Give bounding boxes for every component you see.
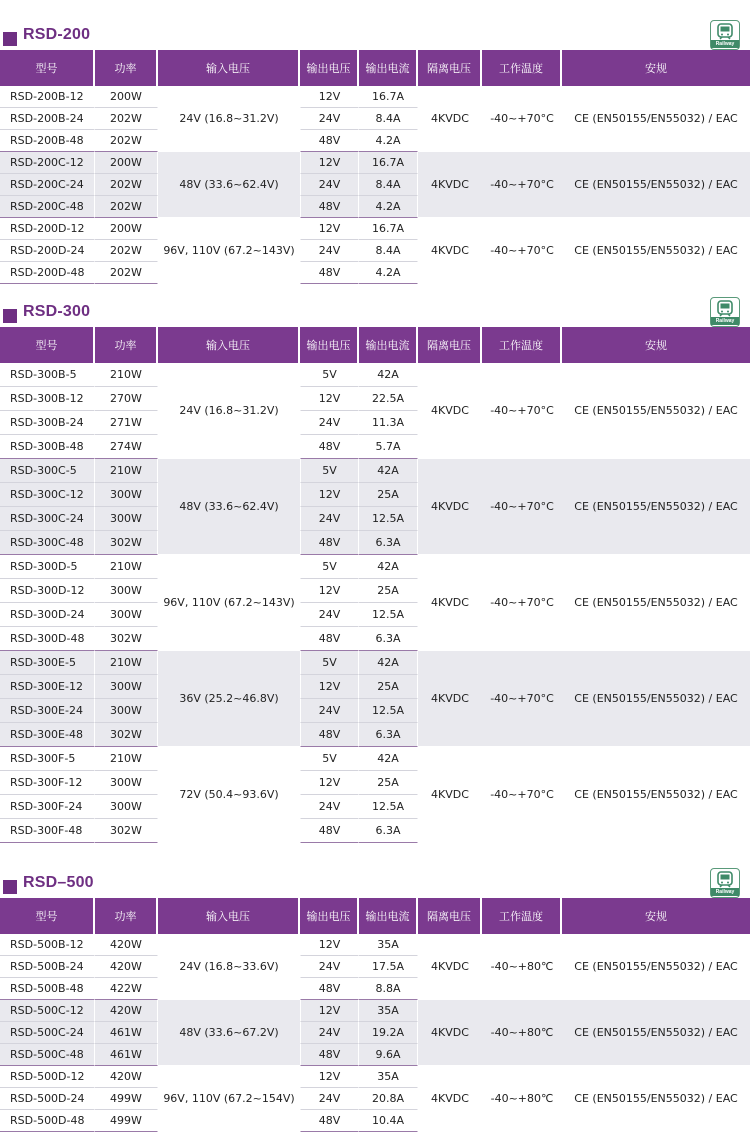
column-header: 型号 [0, 898, 95, 934]
output-current-cell: 6.3A [359, 531, 418, 555]
output-voltage-cell: 5V [300, 363, 359, 387]
input-voltage-cell: 96V, 110V (67.2~154V) [158, 1066, 300, 1132]
column-header: 输入电压 [158, 898, 300, 934]
input-voltage-cell: 72V (50.4~93.6V) [158, 747, 300, 843]
output-voltage-cell: 24V [300, 1022, 359, 1044]
model-cell: RSD-300D-48 [0, 627, 95, 651]
output-voltage-cell: 24V [300, 795, 359, 819]
output-current-cell: 16.7A [359, 86, 418, 108]
column-header: 输出电压 [300, 898, 359, 934]
section-title: RSD-200 [23, 26, 91, 43]
power-cell: 300W [95, 483, 158, 507]
output-voltage-cell: 12V [300, 152, 359, 174]
railway-icon [710, 297, 740, 327]
power-cell: 202W [95, 130, 158, 152]
output-voltage-cell: 48V [300, 627, 359, 651]
isolation-voltage-cell: 4KVDC [418, 218, 482, 284]
power-cell: 210W [95, 363, 158, 387]
column-header: 输入电压 [158, 327, 300, 363]
isolation-voltage-cell: 4KVDC [418, 152, 482, 218]
output-voltage-cell: 12V [300, 1000, 359, 1022]
output-current-cell: 42A [359, 651, 418, 675]
column-header: 隔离电压 [418, 327, 482, 363]
output-voltage-cell: 5V [300, 747, 359, 771]
output-voltage-cell: 5V [300, 459, 359, 483]
power-cell: 300W [95, 795, 158, 819]
input-voltage-cell: 36V (25.2~46.8V) [158, 651, 300, 747]
model-cell: RSD-300C-24 [0, 507, 95, 531]
output-current-cell: 12.5A [359, 795, 418, 819]
output-current-cell: 25A [359, 483, 418, 507]
input-voltage-cell: 48V (33.6~62.4V) [158, 459, 300, 555]
model-cell: RSD-300C-48 [0, 531, 95, 555]
output-voltage-cell: 5V [300, 555, 359, 579]
power-cell: 422W [95, 978, 158, 1000]
model-cell: RSD-300D-5 [0, 555, 95, 579]
table-row [0, 459, 750, 483]
output-voltage-cell: 24V [300, 240, 359, 262]
output-voltage-cell: 48V [300, 130, 359, 152]
power-cell: 200W [95, 218, 158, 240]
model-cell: RSD-200B-24 [0, 108, 95, 130]
railway-icon-label: Railway [711, 317, 739, 325]
column-header: 输出电压 [300, 50, 359, 86]
output-voltage-cell: 48V [300, 196, 359, 218]
power-cell: 302W [95, 819, 158, 843]
output-current-cell: 35A [359, 1000, 418, 1022]
output-current-cell: 42A [359, 459, 418, 483]
safety-cell: CE (EN50155/EN55032) / EAC [562, 934, 750, 1000]
railway-icon [710, 20, 740, 50]
section-marker [3, 32, 17, 46]
model-cell: RSD-500D-48 [0, 1110, 95, 1132]
output-current-cell: 42A [359, 747, 418, 771]
table-header-row [0, 898, 750, 934]
model-cell: RSD-300D-24 [0, 603, 95, 627]
output-voltage-cell: 48V [300, 1044, 359, 1066]
column-header: 输出电压 [300, 327, 359, 363]
output-current-cell: 19.2A [359, 1022, 418, 1044]
input-voltage-cell: 24V (16.8~33.6V) [158, 934, 300, 1000]
model-cell: RSD-300B-12 [0, 387, 95, 411]
output-voltage-cell: 12V [300, 218, 359, 240]
section-marker [3, 309, 17, 323]
output-voltage-cell: 12V [300, 1066, 359, 1088]
output-current-cell: 8.4A [359, 240, 418, 262]
power-cell: 270W [95, 387, 158, 411]
output-voltage-cell: 24V [300, 603, 359, 627]
power-cell: 202W [95, 240, 158, 262]
output-voltage-cell: 48V [300, 262, 359, 284]
output-voltage-cell: 48V [300, 819, 359, 843]
column-header: 型号 [0, 327, 95, 363]
output-current-cell: 6.3A [359, 819, 418, 843]
operating-temp-cell: -40~+70°C [482, 363, 562, 459]
power-cell: 300W [95, 771, 158, 795]
output-voltage-cell: 24V [300, 411, 359, 435]
model-cell: RSD-200C-24 [0, 174, 95, 196]
operating-temp-cell: -40~+70°C [482, 459, 562, 555]
input-voltage-cell: 96V, 110V (67.2~143V) [158, 218, 300, 284]
spec-table [0, 50, 750, 284]
spec-table [0, 898, 750, 1132]
model-cell: RSD-300E-5 [0, 651, 95, 675]
isolation-voltage-cell: 4KVDC [418, 86, 482, 152]
isolation-voltage-cell: 4KVDC [418, 459, 482, 555]
power-cell: 461W [95, 1044, 158, 1066]
table-row [0, 86, 750, 108]
output-voltage-cell: 48V [300, 723, 359, 747]
output-voltage-cell: 48V [300, 1110, 359, 1132]
column-header: 功率 [95, 50, 158, 86]
model-cell: RSD-200C-48 [0, 196, 95, 218]
table-header-row [0, 50, 750, 86]
output-current-cell: 12.5A [359, 699, 418, 723]
model-cell: RSD-500B-12 [0, 934, 95, 956]
column-header: 安规 [562, 327, 750, 363]
column-header: 隔离电压 [418, 50, 482, 86]
model-cell: RSD-500B-48 [0, 978, 95, 1000]
output-current-cell: 8.4A [359, 174, 418, 196]
output-voltage-cell: 12V [300, 675, 359, 699]
output-voltage-cell: 12V [300, 934, 359, 956]
model-cell: RSD-200D-24 [0, 240, 95, 262]
table-row [0, 363, 750, 387]
safety-cell: CE (EN50155/EN55032) / EAC [562, 1000, 750, 1066]
column-header: 工作温度 [482, 898, 562, 934]
model-cell: RSD-300F-12 [0, 771, 95, 795]
power-cell: 300W [95, 579, 158, 603]
column-header: 输出电流 [359, 327, 418, 363]
output-current-cell: 35A [359, 1066, 418, 1088]
power-cell: 420W [95, 934, 158, 956]
input-voltage-cell: 24V (16.8~31.2V) [158, 363, 300, 459]
model-cell: RSD-500C-24 [0, 1022, 95, 1044]
output-voltage-cell: 48V [300, 531, 359, 555]
product-section [0, 868, 750, 1132]
safety-cell: CE (EN50155/EN55032) / EAC [562, 363, 750, 459]
column-header: 输入电压 [158, 50, 300, 86]
power-cell: 200W [95, 86, 158, 108]
model-cell: RSD-200B-12 [0, 86, 95, 108]
isolation-voltage-cell: 4KVDC [418, 651, 482, 747]
output-current-cell: 17.5A [359, 956, 418, 978]
output-voltage-cell: 48V [300, 978, 359, 1000]
model-cell: RSD-300B-24 [0, 411, 95, 435]
table-row [0, 651, 750, 675]
operating-temp-cell: -40~+70°C [482, 86, 562, 152]
power-cell: 499W [95, 1088, 158, 1110]
model-cell: RSD-500C-48 [0, 1044, 95, 1066]
section-header [0, 20, 750, 50]
power-cell: 499W [95, 1110, 158, 1132]
power-cell: 300W [95, 699, 158, 723]
power-cell: 271W [95, 411, 158, 435]
safety-cell: CE (EN50155/EN55032) / EAC [562, 1066, 750, 1132]
output-current-cell: 11.3A [359, 411, 418, 435]
output-current-cell: 6.3A [359, 723, 418, 747]
output-current-cell: 4.2A [359, 130, 418, 152]
column-header: 工作温度 [482, 50, 562, 86]
output-current-cell: 5.7A [359, 435, 418, 459]
output-voltage-cell: 12V [300, 579, 359, 603]
operating-temp-cell: -40~+70°C [482, 747, 562, 843]
power-cell: 210W [95, 747, 158, 771]
column-header: 工作温度 [482, 327, 562, 363]
column-header: 安规 [562, 50, 750, 86]
model-cell: RSD-300C-12 [0, 483, 95, 507]
output-voltage-cell: 12V [300, 387, 359, 411]
table-row [0, 747, 750, 771]
output-current-cell: 25A [359, 579, 418, 603]
output-current-cell: 12.5A [359, 507, 418, 531]
model-cell: RSD-200B-48 [0, 130, 95, 152]
table-header-row [0, 327, 750, 363]
output-current-cell: 9.6A [359, 1044, 418, 1066]
model-cell: RSD-300E-12 [0, 675, 95, 699]
output-current-cell: 25A [359, 771, 418, 795]
operating-temp-cell: -40~+80℃ [482, 1000, 562, 1066]
model-cell: RSD-200C-12 [0, 152, 95, 174]
safety-cell: CE (EN50155/EN55032) / EAC [562, 459, 750, 555]
power-cell: 302W [95, 531, 158, 555]
output-current-cell: 20.8A [359, 1088, 418, 1110]
input-voltage-cell: 96V, 110V (67.2~143V) [158, 555, 300, 651]
table-row [0, 218, 750, 240]
model-cell: RSD-500C-12 [0, 1000, 95, 1022]
model-cell: RSD-200D-12 [0, 218, 95, 240]
operating-temp-cell: -40~+80℃ [482, 1066, 562, 1132]
safety-cell: CE (EN50155/EN55032) / EAC [562, 747, 750, 843]
output-voltage-cell: 12V [300, 771, 359, 795]
power-cell: 302W [95, 627, 158, 651]
model-cell: RSD-300E-24 [0, 699, 95, 723]
power-cell: 200W [95, 152, 158, 174]
operating-temp-cell: -40~+70°C [482, 651, 562, 747]
output-voltage-cell: 5V [300, 651, 359, 675]
product-section [0, 20, 750, 284]
operating-temp-cell: -40~+70°C [482, 555, 562, 651]
power-cell: 274W [95, 435, 158, 459]
isolation-voltage-cell: 4KVDC [418, 1066, 482, 1132]
output-current-cell: 22.5A [359, 387, 418, 411]
model-cell: RSD-300F-48 [0, 819, 95, 843]
table-row [0, 1000, 750, 1022]
railway-icon-label: Railway [711, 888, 739, 896]
output-current-cell: 42A [359, 555, 418, 579]
column-header: 输出电流 [359, 898, 418, 934]
table-row [0, 934, 750, 956]
product-section [0, 297, 750, 843]
model-cell: RSD-300D-12 [0, 579, 95, 603]
power-cell: 420W [95, 956, 158, 978]
power-cell: 300W [95, 603, 158, 627]
railway-icon [710, 868, 740, 898]
power-cell: 202W [95, 196, 158, 218]
model-cell: RSD-300B-48 [0, 435, 95, 459]
isolation-voltage-cell: 4KVDC [418, 747, 482, 843]
table-row [0, 555, 750, 579]
power-cell: 202W [95, 174, 158, 196]
table-row [0, 152, 750, 174]
output-current-cell: 4.2A [359, 196, 418, 218]
operating-temp-cell: -40~+80℃ [482, 934, 562, 1000]
model-cell: RSD-300F-5 [0, 747, 95, 771]
power-cell: 300W [95, 675, 158, 699]
input-voltage-cell: 48V (33.6~67.2V) [158, 1000, 300, 1066]
safety-cell: CE (EN50155/EN55032) / EAC [562, 218, 750, 284]
input-voltage-cell: 24V (16.8~31.2V) [158, 86, 300, 152]
output-current-cell: 4.2A [359, 262, 418, 284]
safety-cell: CE (EN50155/EN55032) / EAC [562, 152, 750, 218]
model-cell: RSD-500D-12 [0, 1066, 95, 1088]
output-current-cell: 16.7A [359, 218, 418, 240]
power-cell: 300W [95, 507, 158, 531]
output-voltage-cell: 12V [300, 483, 359, 507]
model-cell: RSD-300C-5 [0, 459, 95, 483]
power-cell: 210W [95, 555, 158, 579]
input-voltage-cell: 48V (33.6~62.4V) [158, 152, 300, 218]
power-cell: 302W [95, 723, 158, 747]
power-cell: 202W [95, 108, 158, 130]
output-current-cell: 12.5A [359, 603, 418, 627]
output-voltage-cell: 24V [300, 956, 359, 978]
safety-cell: CE (EN50155/EN55032) / EAC [562, 651, 750, 747]
power-cell: 420W [95, 1066, 158, 1088]
power-cell: 420W [95, 1000, 158, 1022]
section-header [0, 297, 750, 327]
operating-temp-cell: -40~+70°C [482, 152, 562, 218]
output-current-cell: 16.7A [359, 152, 418, 174]
model-cell: RSD-200D-48 [0, 262, 95, 284]
output-voltage-cell: 24V [300, 699, 359, 723]
output-voltage-cell: 24V [300, 174, 359, 196]
output-current-cell: 35A [359, 934, 418, 956]
column-header: 隔离电压 [418, 898, 482, 934]
safety-cell: CE (EN50155/EN55032) / EAC [562, 555, 750, 651]
output-current-cell: 42A [359, 363, 418, 387]
output-current-cell: 6.3A [359, 627, 418, 651]
isolation-voltage-cell: 4KVDC [418, 555, 482, 651]
output-voltage-cell: 24V [300, 108, 359, 130]
spec-table [0, 327, 750, 843]
output-voltage-cell: 12V [300, 86, 359, 108]
column-header: 功率 [95, 327, 158, 363]
section-header [0, 868, 750, 898]
model-cell: RSD-500B-24 [0, 956, 95, 978]
isolation-voltage-cell: 4KVDC [418, 1000, 482, 1066]
section-title: RSD–500 [23, 874, 94, 891]
output-current-cell: 8.8A [359, 978, 418, 1000]
output-current-cell: 8.4A [359, 108, 418, 130]
model-cell: RSD-500D-24 [0, 1088, 95, 1110]
model-cell: RSD-300F-24 [0, 795, 95, 819]
model-cell: RSD-300E-48 [0, 723, 95, 747]
isolation-voltage-cell: 4KVDC [418, 363, 482, 459]
column-header: 输出电流 [359, 50, 418, 86]
section-title: RSD-300 [23, 303, 91, 320]
column-header: 安规 [562, 898, 750, 934]
power-cell: 461W [95, 1022, 158, 1044]
operating-temp-cell: -40~+70°C [482, 218, 562, 284]
power-cell: 210W [95, 651, 158, 675]
power-cell: 210W [95, 459, 158, 483]
isolation-voltage-cell: 4KVDC [418, 934, 482, 1000]
table-row [0, 1066, 750, 1088]
section-marker [3, 880, 17, 894]
output-voltage-cell: 24V [300, 1088, 359, 1110]
output-current-cell: 10.4A [359, 1110, 418, 1132]
column-header: 型号 [0, 50, 95, 86]
safety-cell: CE (EN50155/EN55032) / EAC [562, 86, 750, 152]
power-cell: 202W [95, 262, 158, 284]
output-voltage-cell: 48V [300, 435, 359, 459]
model-cell: RSD-300B-5 [0, 363, 95, 387]
output-voltage-cell: 24V [300, 507, 359, 531]
output-current-cell: 25A [359, 675, 418, 699]
railway-icon-label: Railway [711, 40, 739, 48]
column-header: 功率 [95, 898, 158, 934]
